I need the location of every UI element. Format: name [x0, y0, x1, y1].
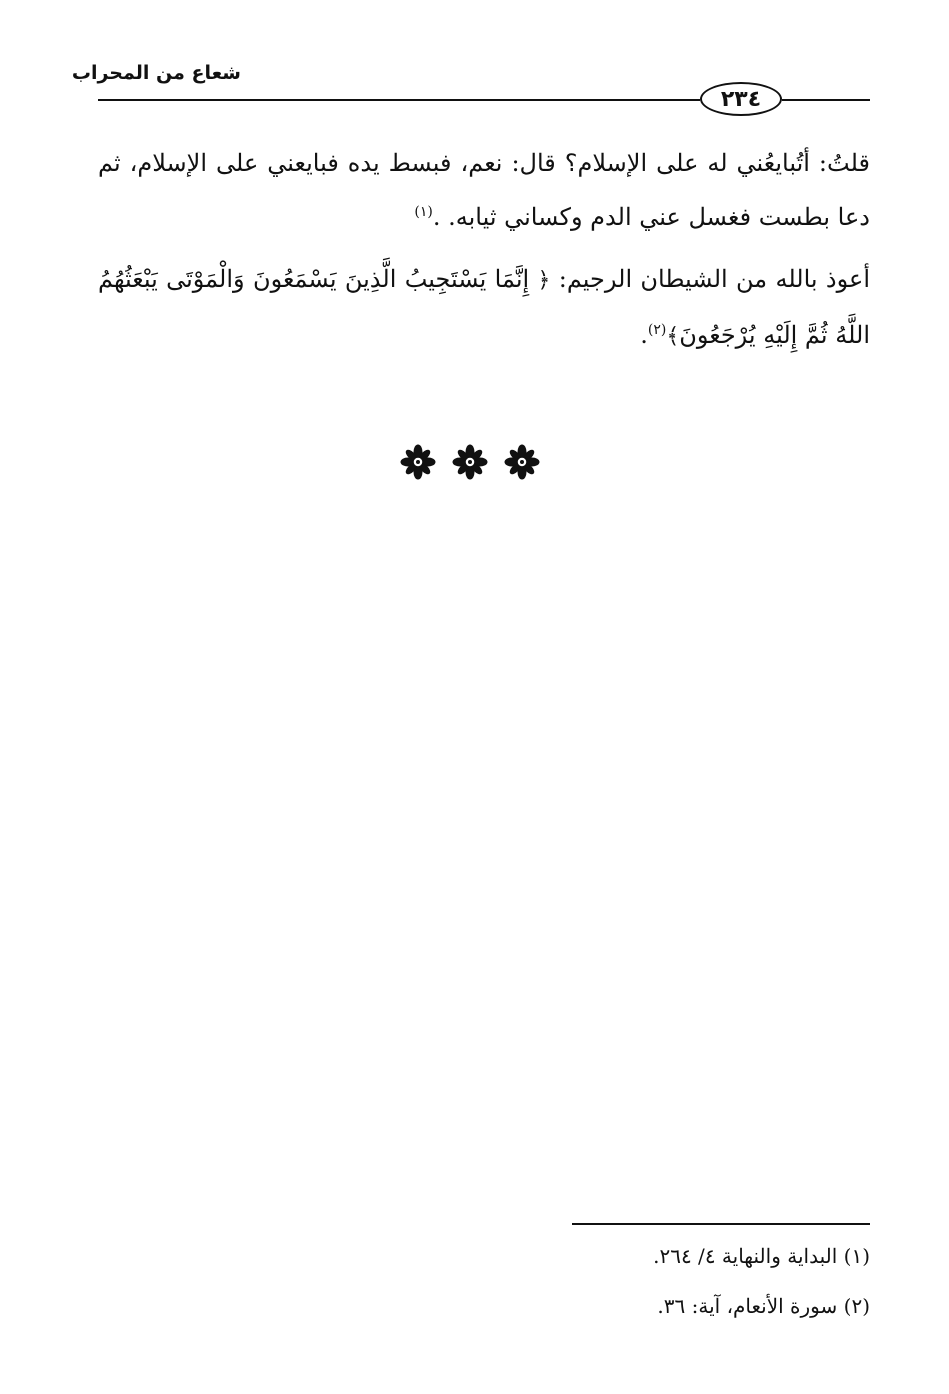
footnote-text: سورة الأنعام، آية: ٣٦.	[657, 1294, 838, 1318]
quran-close-bracket: ﴾	[666, 324, 680, 349]
quran-verse: إِنَّمَا يَسْتَجِيبُ الَّذِينَ يَسْمَعُونَ وَالْمَوْتَى يَبْعَثُهُمُ اللَّهُ ثُمَّ إِلَيْهِ يُرْجَعُونَ	[98, 265, 870, 349]
footnote-ref-1: (١)	[414, 204, 433, 220]
flower-ornament-icon	[452, 444, 488, 480]
paragraph-2-end: .	[640, 321, 648, 349]
footnote-number: (١)	[843, 1244, 870, 1268]
footnote-separator	[572, 1223, 870, 1225]
header-rule-left	[98, 99, 700, 101]
running-header-title: شعاع من المحراب	[71, 62, 241, 84]
body-paragraph-1	[98, 136, 870, 244]
paragraph-1-text: قلتُ: أتُبايعُني له على الإسلام؟ قال: نعم، فبسط يده فبايعني على الإسلام، ثم دعا بطست فغسل عني الدم وكساني ثيابه. .	[98, 149, 870, 231]
footnote-2	[400, 1294, 870, 1318]
footnote-text: البداية والنهاية ٤/ ٢٦٤.	[653, 1244, 838, 1268]
section-divider-ornaments	[400, 444, 540, 480]
isti-adha-text: أعوذ بالله من الشيطان الرجيم:	[558, 265, 870, 293]
flower-ornament-icon	[504, 444, 540, 480]
footnote-ref-2: (٢)	[647, 322, 667, 338]
footnote-1	[400, 1244, 870, 1268]
quran-open-bracket: ﴿	[537, 268, 551, 293]
header-rule-right	[782, 99, 870, 101]
body-paragraph-2	[98, 252, 870, 364]
page-number: ٢٣٤	[700, 82, 782, 116]
footnote-number: (٢)	[843, 1294, 870, 1318]
flower-ornament-icon	[400, 444, 436, 480]
